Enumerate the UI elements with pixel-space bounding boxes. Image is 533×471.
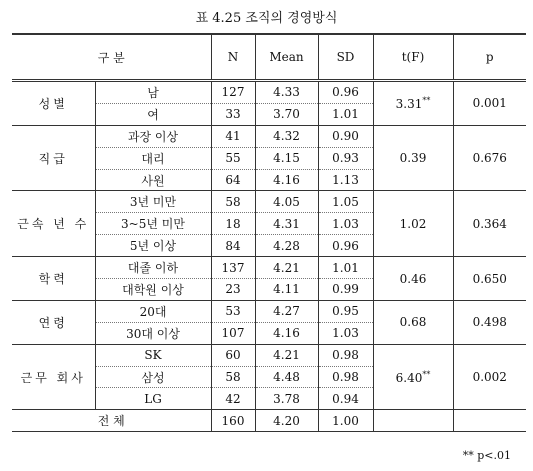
t-cell bbox=[373, 191, 453, 257]
mean-cell: 3.70 bbox=[255, 103, 318, 125]
sd-cell: 0.95 bbox=[318, 300, 373, 322]
total-n: 160 bbox=[211, 410, 255, 432]
header-n: N bbox=[211, 34, 255, 81]
mean-cell: 4.15 bbox=[255, 147, 318, 169]
n-cell: 137 bbox=[211, 257, 255, 279]
results-table bbox=[12, 33, 526, 432]
n-cell: 42 bbox=[211, 388, 255, 410]
t-cell bbox=[373, 125, 453, 191]
subgroup-label: 사원 bbox=[95, 169, 211, 191]
n-cell: 41 bbox=[211, 125, 255, 147]
total-p-empty bbox=[453, 410, 526, 432]
p-cell: 0.650 bbox=[453, 257, 526, 301]
subgroup-label: 과장 이상 bbox=[95, 125, 211, 147]
t-value: 3.31 bbox=[395, 96, 423, 111]
group-label: 직급 bbox=[12, 125, 95, 191]
subgroup-label: LG bbox=[95, 388, 211, 410]
t-value: 0.68 bbox=[399, 315, 427, 330]
sd-cell: 0.99 bbox=[318, 279, 373, 301]
mean-cell: 4.11 bbox=[255, 279, 318, 301]
subgroup-label: SK bbox=[95, 344, 211, 366]
mean-cell: 4.27 bbox=[255, 300, 318, 322]
mean-cell: 4.48 bbox=[255, 366, 318, 388]
t-value: 6.40 bbox=[395, 370, 423, 385]
significance-marker: ** bbox=[422, 369, 431, 379]
table-row bbox=[12, 257, 526, 279]
table-row bbox=[12, 125, 526, 147]
total-row bbox=[12, 410, 526, 432]
t-cell bbox=[373, 344, 453, 410]
total-label: 전 체 bbox=[12, 410, 211, 432]
t-cell bbox=[373, 81, 453, 126]
sd-cell: 0.98 bbox=[318, 366, 373, 388]
table-title: 표 4.25 조직의 경영방식 bbox=[195, 11, 338, 26]
t-value: 0.39 bbox=[399, 151, 427, 166]
total-t-empty bbox=[373, 410, 453, 432]
subgroup-label: 20대 bbox=[95, 300, 211, 322]
sd-cell: 0.94 bbox=[318, 388, 373, 410]
subgroup-label: 대리 bbox=[95, 147, 211, 169]
mean-cell: 4.21 bbox=[255, 257, 318, 279]
group-label: 학력 bbox=[12, 257, 95, 301]
p-cell: 0.002 bbox=[453, 344, 526, 410]
n-cell: 64 bbox=[211, 169, 255, 191]
p-cell: 0.676 bbox=[453, 125, 526, 191]
total-mean: 4.20 bbox=[255, 410, 318, 432]
p-cell: 0.364 bbox=[453, 191, 526, 257]
subgroup-label: 대학원 이상 bbox=[95, 279, 211, 301]
sd-cell: 1.03 bbox=[318, 213, 373, 235]
table-row bbox=[12, 344, 526, 366]
header-p: p bbox=[453, 34, 526, 81]
subgroup-label: 삼성 bbox=[95, 366, 211, 388]
table-row bbox=[12, 300, 526, 322]
subgroup-label: 3년 미만 bbox=[95, 191, 211, 213]
sd-cell: 0.90 bbox=[318, 125, 373, 147]
sd-cell: 0.96 bbox=[318, 81, 373, 104]
n-cell: 23 bbox=[211, 279, 255, 301]
n-cell: 58 bbox=[211, 191, 255, 213]
mean-cell: 4.16 bbox=[255, 169, 318, 191]
header-mean: Mean bbox=[255, 34, 318, 81]
group-label: 근속 년 수 bbox=[12, 191, 95, 257]
sd-cell: 1.05 bbox=[318, 191, 373, 213]
n-cell: 33 bbox=[211, 103, 255, 125]
sd-cell: 0.98 bbox=[318, 344, 373, 366]
mean-cell: 4.21 bbox=[255, 344, 318, 366]
sd-cell: 1.03 bbox=[318, 322, 373, 344]
subgroup-label: 5년 이상 bbox=[95, 235, 211, 257]
subgroup-label: 3~5년 미만 bbox=[95, 213, 211, 235]
sd-cell: 1.01 bbox=[318, 257, 373, 279]
n-cell: 107 bbox=[211, 322, 255, 344]
t-cell bbox=[373, 300, 453, 344]
header-sd: SD bbox=[318, 34, 373, 81]
header-row bbox=[12, 34, 526, 81]
sd-cell: 0.93 bbox=[318, 147, 373, 169]
t-cell bbox=[373, 257, 453, 301]
n-cell: 18 bbox=[211, 213, 255, 235]
mean-cell: 4.28 bbox=[255, 235, 318, 257]
sd-cell: 1.13 bbox=[318, 169, 373, 191]
table-row bbox=[12, 81, 526, 104]
t-value: 0.46 bbox=[399, 271, 427, 286]
table-row bbox=[12, 191, 526, 213]
total-sd: 1.00 bbox=[318, 410, 373, 432]
mean-cell: 4.31 bbox=[255, 213, 318, 235]
significance-marker: ** bbox=[422, 95, 431, 105]
mean-cell: 3.78 bbox=[255, 388, 318, 410]
p-cell: 0.001 bbox=[453, 81, 526, 126]
mean-cell: 4.05 bbox=[255, 191, 318, 213]
n-cell: 58 bbox=[211, 366, 255, 388]
header-t: t(F) bbox=[373, 34, 453, 81]
subgroup-label: 남 bbox=[95, 81, 211, 104]
group-label: 연령 bbox=[12, 300, 95, 344]
t-value: 1.02 bbox=[399, 216, 427, 231]
group-label: 성별 bbox=[12, 81, 95, 126]
subgroup-label: 여 bbox=[95, 103, 211, 125]
n-cell: 60 bbox=[211, 344, 255, 366]
group-label: 근무 회사 bbox=[12, 344, 95, 410]
n-cell: 84 bbox=[211, 235, 255, 257]
header-category: 구 분 bbox=[12, 34, 211, 81]
mean-cell: 4.32 bbox=[255, 125, 318, 147]
p-cell: 0.498 bbox=[453, 300, 526, 344]
mean-cell: 4.33 bbox=[255, 81, 318, 104]
sd-cell: 1.01 bbox=[318, 103, 373, 125]
sd-cell: 0.96 bbox=[318, 235, 373, 257]
subgroup-label: 30대 이상 bbox=[95, 322, 211, 344]
n-cell: 55 bbox=[211, 147, 255, 169]
footnote: ** p<.01 bbox=[462, 449, 511, 462]
mean-cell: 4.16 bbox=[255, 322, 318, 344]
n-cell: 53 bbox=[211, 300, 255, 322]
subgroup-label: 대졸 이하 bbox=[95, 257, 211, 279]
n-cell: 127 bbox=[211, 81, 255, 104]
